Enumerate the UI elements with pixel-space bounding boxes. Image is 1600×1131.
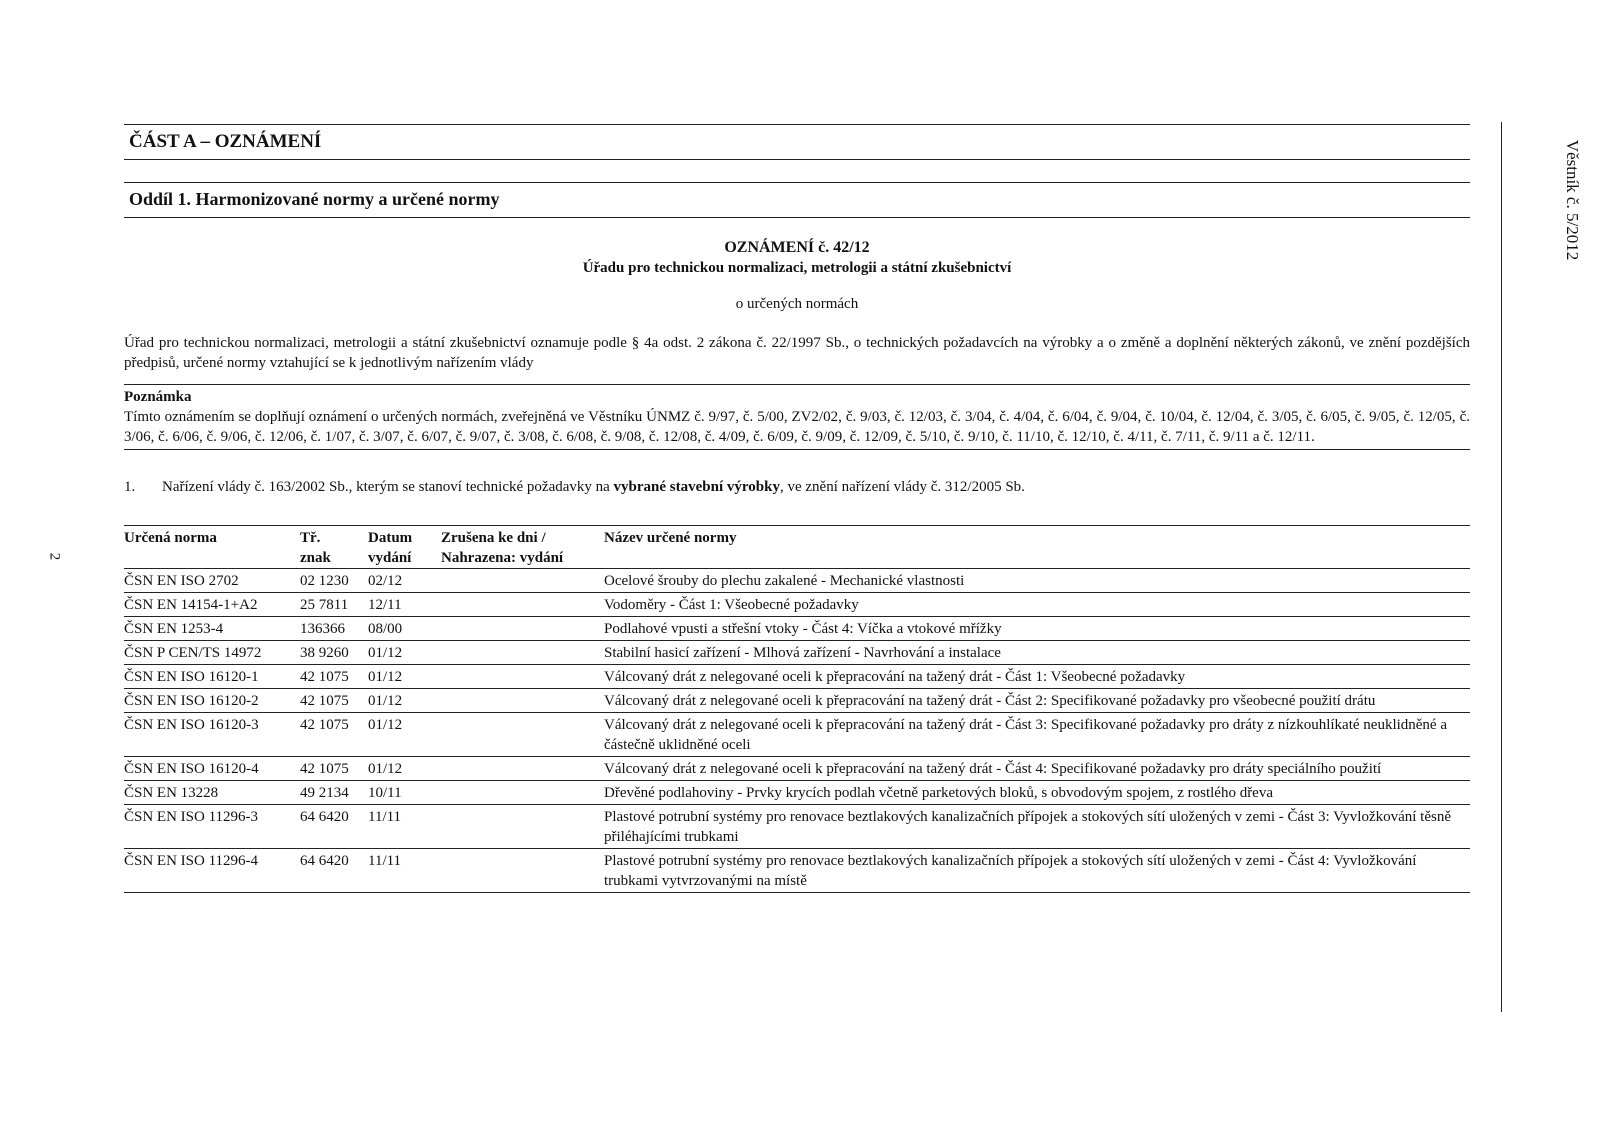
row-norm: ČSN EN ISO 16120-2 (124, 689, 300, 713)
row-norm: ČSN EN ISO 16120-1 (124, 665, 300, 689)
header-cancelled-line2: Nahrazena: vydání (441, 550, 564, 566)
row-date: 02/12 (368, 569, 441, 593)
row-title: Plastové potrubní systémy pro renovace beztlakových kanalizačních přípojek a stokových sítí uložených v zemi - Část 4: Vyvložkování trubkami vytvrzovanými na místě (604, 849, 1470, 893)
bulletin-label: Věstník č. 5/2012 (1563, 139, 1582, 261)
row-cancelled (441, 593, 604, 617)
row-date: 11/11 (368, 849, 441, 893)
table-row (124, 713, 1470, 757)
row-date: 12/11 (368, 593, 441, 617)
table-row (124, 617, 1470, 641)
row-title: Ocelové šrouby do plechu zakalené - Mechanické vlastnosti (604, 569, 1470, 593)
rule-subsection-bottom (124, 217, 1470, 218)
note-label: Poznámka (124, 389, 192, 405)
row-cancelled (441, 569, 604, 593)
row-date: 01/12 (368, 665, 441, 689)
header-class-line2: znak (300, 550, 331, 566)
page-number: 2 (46, 552, 63, 561)
regulation-text (162, 477, 1025, 497)
row-class: 42 1075 (300, 757, 368, 781)
row-norm: ČSN EN ISO 16120-3 (124, 713, 300, 757)
row-cancelled (441, 757, 604, 781)
table-row (124, 781, 1470, 805)
row-cancelled (441, 641, 604, 665)
notice-authority: Úřadu pro technickou normalizaci, metrologii a státní zkušebnictví (582, 260, 1012, 276)
side-rule (1501, 122, 1502, 1012)
row-title: Podlahové vpusti a střešní vtoky - Část 4: Víčka a vtokové mřížky (604, 617, 1470, 641)
header-date-line1: Datum (368, 530, 413, 546)
regulation-number: 1. (124, 479, 136, 495)
row-class: 42 1075 (300, 665, 368, 689)
row-class: 42 1075 (300, 689, 368, 713)
table-header-row (124, 526, 1470, 569)
note-text: Tímto oznámením se doplňují oznámení o určených normách, zveřejněná ve Věstníku ÚNMZ č. 9/97, č. 5/00, ZV2/02, č. 9/03, č. 12/03, č. 3/04, č. 4/04, č. 6/04, č. 9/04, č. 10/04, č. 12/04, č. 3/05, č. 6/05, č. 9/05, č. 12/05, č. 3/06, č. 6/06, č. 9/06, č. 12/06, č. 1/07, č. 3/07, č. 6/07, č. 9/07, č. 3/08, č. 6/08, č. 9/08, č. 12/08, č. 4/09, č. 6/09, č. 9/09, č. 12/09, č. 5/10, č. 9/10, č. 11/10, č. 12/10, č. 4/11, č. 7/11, č. 9/11 a č. 12/11. (124, 409, 1470, 445)
subsection-title: Oddíl 1. Harmonizované normy a určené normy (129, 189, 500, 209)
row-date: 01/12 (368, 713, 441, 757)
row-class: 25 7811 (300, 593, 368, 617)
row-class: 02 1230 (300, 569, 368, 593)
table-row (124, 849, 1470, 893)
table-row (124, 757, 1470, 781)
row-title: Válcovaný drát z nelegované oceli k přepracování na tažený drát - Část 3: Specifikované požadavky pro dráty z nízkouhlíkaté neuklidněné a částečně uklidněné oceli (604, 713, 1470, 757)
row-class: 64 6420 (300, 849, 368, 893)
row-cancelled (441, 781, 604, 805)
row-norm: ČSN EN ISO 11296-4 (124, 849, 300, 893)
table-row (124, 665, 1470, 689)
row-class: 64 6420 (300, 805, 368, 849)
section-title: ČÁST A – OZNÁMENÍ (129, 131, 322, 152)
row-cancelled (441, 849, 604, 893)
regulation-text-bold: vybrané stavební výrobky (613, 479, 780, 495)
note-block (124, 384, 1470, 450)
document-body (124, 124, 1470, 893)
row-norm: ČSN EN ISO 2702 (124, 569, 300, 593)
regulation-item (124, 477, 1470, 497)
table-row (124, 805, 1470, 849)
regulation-text-after: , ve znění nařízení vlády č. 312/2005 Sb. (779, 479, 1025, 495)
row-cancelled (441, 665, 604, 689)
row-cancelled (441, 805, 604, 849)
row-norm: ČSN EN 14154-1+A2 (124, 593, 300, 617)
table-row (124, 641, 1470, 665)
table-row (124, 569, 1470, 593)
row-date: 01/12 (368, 757, 441, 781)
row-cancelled (441, 713, 604, 757)
row-norm: ČSN EN 1253-4 (124, 617, 300, 641)
row-date: 11/11 (368, 805, 441, 849)
norms-table (124, 525, 1470, 893)
header-date (368, 526, 441, 569)
header-norm: Určená norma (124, 526, 300, 569)
header-cancelled-line1: Zrušena ke dni / (441, 530, 546, 546)
row-title: Vodoměry - Část 1: Všeobecné požadavky (604, 593, 1470, 617)
row-norm: ČSN EN 13228 (124, 781, 300, 805)
row-norm: ČSN EN ISO 11296-3 (124, 805, 300, 849)
row-title: Válcovaný drát z nelegované oceli k přepracování na tažený drát - Část 2: Specifikované požadavky pro všeobecné použití drátu (604, 689, 1470, 713)
notice-heading: OZNÁMENÍ č. 42/12 (724, 239, 870, 256)
row-title: Válcovaný drát z nelegované oceli k přepracování na tažený drát - Část 1: Všeobecné požadavky (604, 665, 1470, 689)
row-class: 136366 (300, 617, 368, 641)
row-class: 49 2134 (300, 781, 368, 805)
row-class: 38 9260 (300, 641, 368, 665)
row-title: Stabilní hasicí zařízení - Mlhová zařízení - Navrhování a instalace (604, 641, 1470, 665)
row-class: 42 1075 (300, 713, 368, 757)
table-row (124, 593, 1470, 617)
row-date: 01/12 (368, 641, 441, 665)
table-body (124, 569, 1470, 893)
regulation-text-before: Nařízení vlády č. 163/2002 Sb., kterým se stanoví technické požadavky na (162, 479, 614, 495)
intro-paragraph: Úřad pro technickou normalizaci, metrologii a státní zkušebnictví oznamuje podle § 4a odst. 2 zákona č. 22/1997 Sb., o technických požadavcích na výrobky a o změně a doplnění některých zákonů, ve znění pozdějších předpisů, určené normy vztahující se k jednotlivým nařízením vlády (124, 335, 1470, 371)
header-class-line1: Tř. (300, 530, 321, 546)
row-norm: ČSN EN ISO 16120-4 (124, 757, 300, 781)
row-date: 01/12 (368, 689, 441, 713)
table-row (124, 689, 1470, 713)
row-cancelled (441, 617, 604, 641)
row-cancelled (441, 689, 604, 713)
row-norm: ČSN P CEN/TS 14972 (124, 641, 300, 665)
row-title: Dřevěné podlahoviny - Prvky krycích podlah včetně parketových bloků, s obvodovým spojem, z rostlého dřeva (604, 781, 1470, 805)
row-date: 08/00 (368, 617, 441, 641)
header-cancelled (441, 526, 604, 569)
notice-topic: o určených normách (735, 296, 859, 312)
header-title: Název určené normy (604, 526, 1470, 569)
header-date-line2: vydání (368, 550, 412, 566)
row-title: Válcovaný drát z nelegované oceli k přepracování na tažený drát - Část 4: Specifikované požadavky pro dráty speciálního použití (604, 757, 1470, 781)
row-title: Plastové potrubní systémy pro renovace beztlakových kanalizačních přípojek a stokových sítí uložených v zemi - Část 3: Vyvložkování těsně přiléhajícími trubkami (604, 805, 1470, 849)
rule-note-bottom (124, 449, 1470, 450)
header-class (300, 526, 368, 569)
row-date: 10/11 (368, 781, 441, 805)
